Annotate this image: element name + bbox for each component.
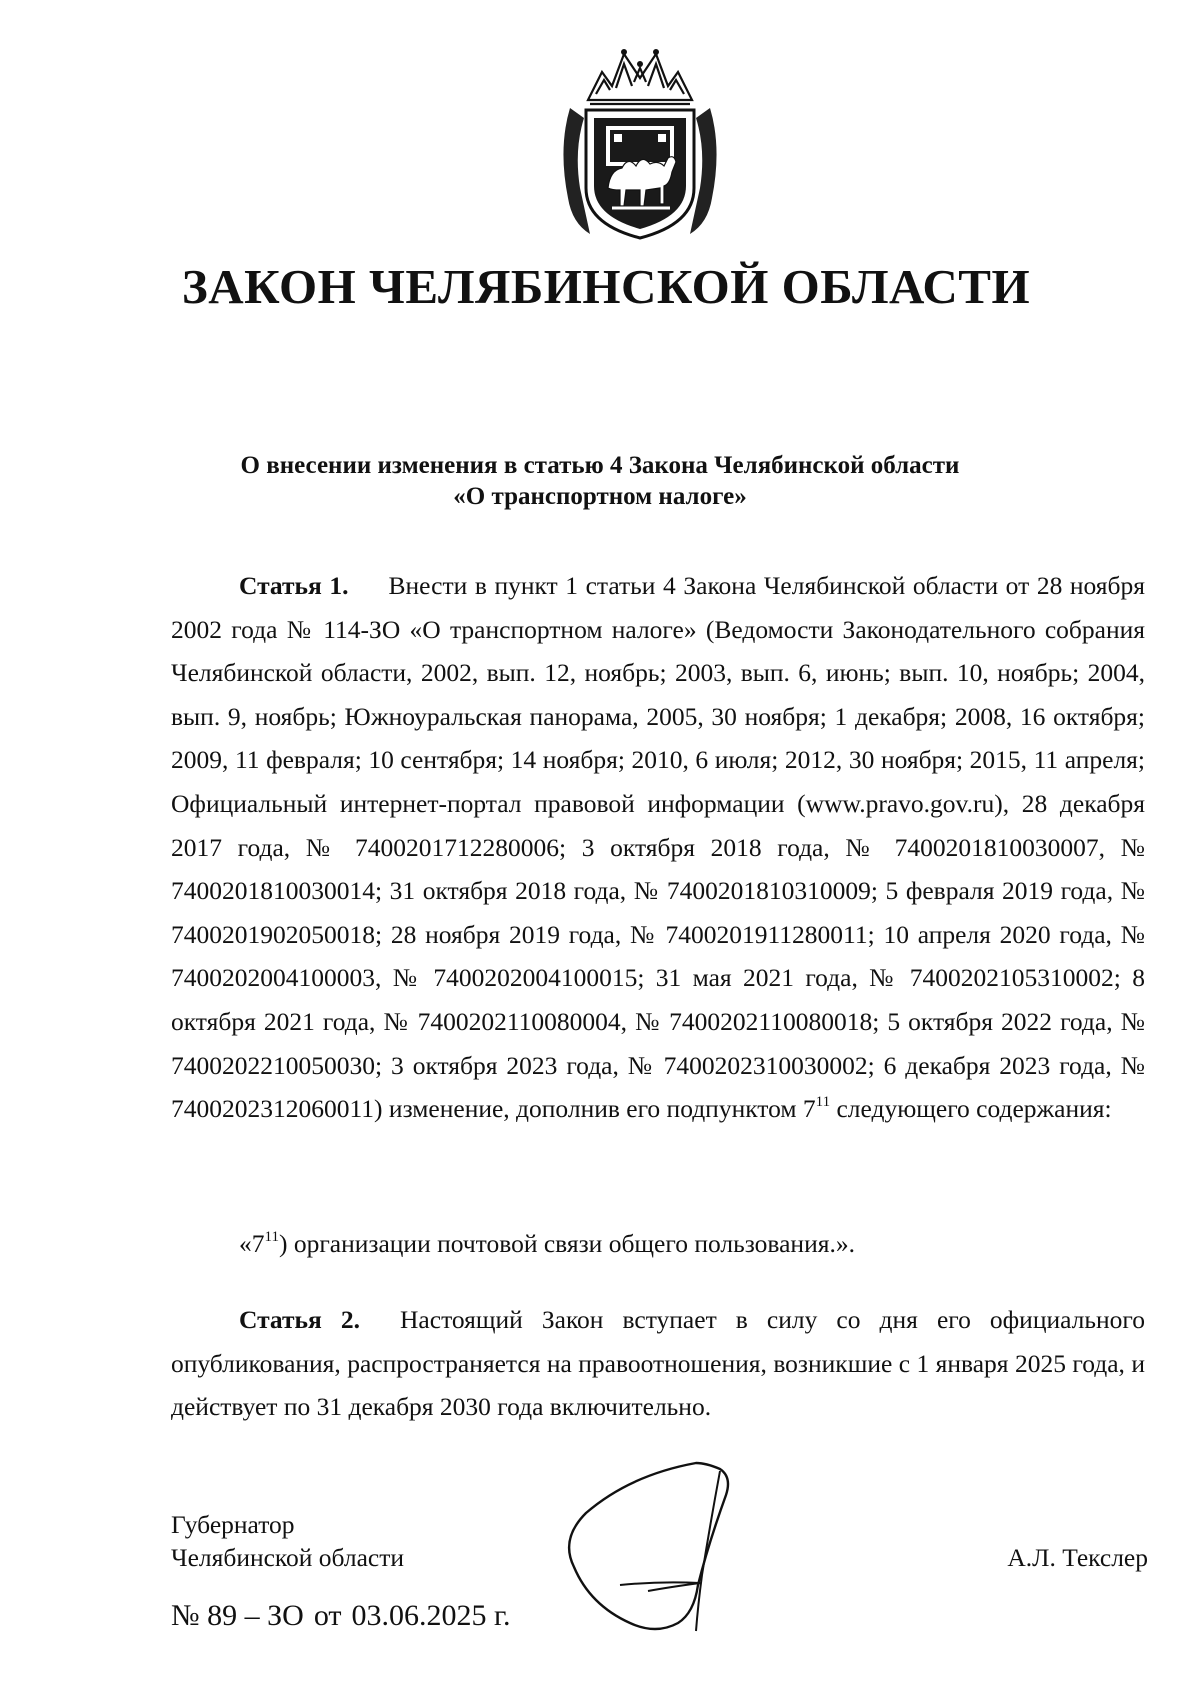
article-1-text: Внести в пункт 1 статьи 4 Закона Челябинской области от 28 ноября 2002 года № 114-ЗО «О транспортном налоге» (Ведомости Законодательного собрания Челябинской области, 2002, вып. 12, ноябрь; 2003, вып. 6, июнь; вып. 10, ноябрь; 2004, вып. 9, ноябрь; Южноуральская панорама, 2005, 30 ноября; 1 декабря; 2008, 16 октября; 2009, 11 февраля; 10 сентября; 14 ноября; 2010, 6 июля; 2012, 30 ноября; 2015, 11 апреля; Официальный интернет-портал правовой информации (www.pravo.gov.ru), 28 декабря 2017 года, № 7400201712280006; 3 октября 2018 года, № 7400201810030007, № 7400201810030014; 31 октября 2018 года, № 7400201810310009; 5 февраля 2019 года, № 7400201902050018; 28 ноября 2019 года, № 7400201911280011; 10 апреля 2020 года, № 7400202004100003, № 7400202004100015; 31 мая 2021 года, № 7400202105310002; 8 октября 2021 года, № 7400202110080004, № 7400202110080018; 5 октября 2022 года, № 7400202210050030; 3 октября 2023 года, № 7400202310030002; 6 декабря 2023 года, № 7400202312060011) изменение, дополнив его подпунктом 7 xyxy=(171,571,1145,1124)
document-title: ЗАКОН ЧЕЛЯБИНСКОЙ ОБЛАСТИ xyxy=(181,259,1031,314)
governor-name: А.Л. Текслер xyxy=(1007,1543,1148,1572)
subtitle-line-2: «О транспортном налоге» xyxy=(453,483,747,510)
law-number-and-date xyxy=(171,1598,510,1634)
handwritten-signature xyxy=(560,1455,800,1650)
article-2 xyxy=(171,1298,1145,1429)
governor-title-line-2: Челябинской области xyxy=(171,1543,405,1572)
governor-title xyxy=(171,1508,404,1574)
law-subject xyxy=(0,450,1200,512)
article-1-text-end: следующего содержания: xyxy=(830,1094,1112,1124)
chelyabinsk-coat-of-arms-emblem xyxy=(550,38,730,243)
law-date-prefix: от xyxy=(313,1599,342,1632)
article-1 xyxy=(171,564,1145,1131)
law-date: 03.06.2025 г. xyxy=(351,1599,511,1632)
quote-text: ) организации почтовой связи общего пользования.». xyxy=(278,1229,855,1258)
article-2-text: Настоящий Закон вступает в силу со дня его официального опубликования, распространяется на правоотношения, возникшие с 1 января 2025 года, и действует по 31 декабря 2030 года включительно. xyxy=(171,1305,1145,1422)
article-1-heading: Статья 1. xyxy=(239,571,349,600)
article-2-heading: Статья 2. xyxy=(239,1305,361,1334)
governor-title-line-1: Губернатор xyxy=(171,1510,295,1539)
subtitle-line-1: О внесении изменения в статью 4 Закона Челябинской области xyxy=(240,452,960,479)
article-1-subpoint-index: 11 xyxy=(815,1094,831,1111)
law-number: № 89 – ЗО xyxy=(171,1599,304,1632)
quote-superscript: 11 xyxy=(264,1229,279,1245)
article-1-quoted-subpoint xyxy=(239,1222,855,1266)
quote-open: «7 xyxy=(239,1229,265,1258)
